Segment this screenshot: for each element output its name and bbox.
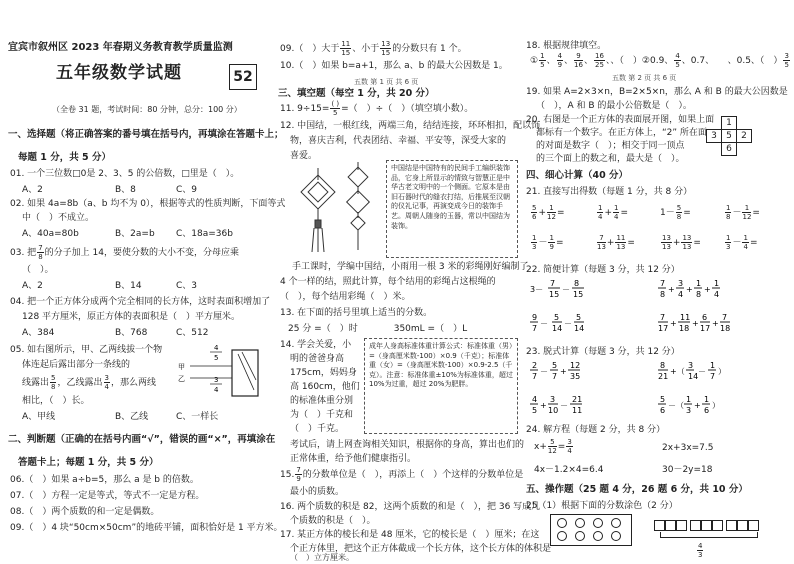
svg-text:14: 14 [552, 324, 563, 333]
section-3-title: 三、填空题（每空 1 分，共 20 分） [278, 88, 435, 99]
svg-text:5: 5 [552, 361, 558, 370]
q25-square[interactable] [701, 520, 712, 531]
question-5-line1: 05. 如右图所示，甲、乙两线拔一个物 [10, 345, 163, 355]
svg-text:+: + [694, 401, 701, 410]
question-21: 21. 直接写出得数（每题 1 分，共 8 分） [526, 187, 693, 197]
cube-face-2: 2 [737, 130, 752, 143]
question-5-line2: 体连起后露出部分一条线的 [22, 360, 131, 370]
question-5-line3: 线露出 $\frac{5}{8}$ ，乙线露出 $\frac{3}{4}$ ，那么两线 [22, 374, 156, 391]
q22-expr-1 [530, 279, 584, 299]
svg-text:7: 7 [532, 372, 538, 381]
question-18: 18. 根据规律填空。 [526, 41, 607, 51]
q25-square[interactable] [748, 520, 759, 531]
q4-option-a: A、384 [22, 328, 55, 338]
question-12-line5: 4 个一样的结，照此计算，每个结用的彩绳占这根绳的 [280, 277, 496, 287]
question-4-line2: 128 平方厘米，原正方体的表面积是（ ）平方厘米。 [22, 312, 241, 322]
q22-expr-2 [658, 279, 720, 299]
section-1-score: 每题 1 分，共 5 分） [18, 152, 111, 163]
cube-face-6: 6 [722, 143, 737, 156]
question-13-items: 25 分 =（ ）时 350mL =（ ）L [288, 324, 468, 334]
svg-text:7: 7 [710, 372, 716, 381]
q2-option-a: A、40a=80b [22, 229, 79, 239]
svg-text:8: 8 [696, 290, 702, 299]
svg-text:－: － [698, 367, 706, 376]
question-9b: 09.（ ）大于 $\frac{11}{15}$ 、小于 $\frac{13}{15}$ 的分数只有 1 个。 [280, 40, 467, 57]
question-19-line1: 19. 如果 A=2×3×n，B=2×5×n，那么 A 和 B 的最大公因数是 [526, 87, 788, 97]
question-14-line2: 明的爸爸身高 [290, 354, 345, 364]
q25-square[interactable] [737, 520, 748, 531]
question-25: 25（1）根据下面的分数涂色（2 分） [526, 501, 678, 511]
q25-circle[interactable] [575, 518, 585, 528]
page-footer-1: 五数 第 1 页 共 6 页 [354, 78, 419, 86]
fig-label-3: 3 [214, 376, 219, 384]
svg-text:7: 7 [660, 313, 666, 322]
q21-item: $\frac{1}{3}$ － $\frac{1}{4}$ = [726, 234, 758, 251]
question-2-line1: 02. 如果 4a=8b（a、b 均不为 0），根据等式的性质判断，下面等式 [10, 199, 286, 209]
fig-label-2: 5 [214, 354, 219, 362]
svg-text:10: 10 [548, 406, 559, 415]
q22-expr-4 [658, 313, 730, 333]
svg-text:17: 17 [658, 324, 669, 333]
svg-text:7: 7 [532, 324, 538, 333]
svg-text:－: － [540, 319, 548, 328]
svg-text:14: 14 [574, 324, 585, 333]
column-left [0, 0, 286, 562]
q24-equation-1: x+ $\frac{5}{12}$ = $\frac{3}{4}$ [534, 438, 572, 455]
q5-option-b: B、乙线 [115, 412, 149, 422]
svg-text:7: 7 [552, 372, 558, 381]
q3-option-c: C、3 [176, 281, 198, 291]
column-right [522, 0, 794, 562]
svg-text:+: + [560, 367, 567, 376]
question-4-line1: 04. 把一个正方体分成两个完全相同的长方体，这时表面积增加了 [10, 297, 271, 307]
question-10: 10.（ ）如果 b=a+1，那么 a、b 的最大公因数是 1。 [280, 61, 508, 71]
exam-info: （全卷 31 题，考试时间：80 分钟，总分：100 分） [52, 105, 242, 114]
q3-option-a: A、2 [22, 281, 43, 291]
question-20-line4: 的三个面上的数之和，最大是（ ）。 [536, 154, 685, 164]
question-7: 07.（ ）方程一定是等式，等式不一定是方程。 [10, 491, 205, 501]
question-15-line2: 最小的质数。 [290, 487, 345, 497]
exam-title: 五年级数学试题 [56, 63, 182, 83]
cube-face-5: 5 [722, 130, 737, 143]
question-14-line5: 的标准体重分别 [290, 396, 354, 406]
question-16-line1: 16. 两个质数的积是 82，这两个质数的和是（ ），把 36 写成几 [280, 502, 541, 512]
svg-text:－: － [540, 367, 548, 376]
svg-text:+: + [712, 319, 719, 328]
q5-rope-figure [176, 344, 266, 404]
question-17-line2: 个正方体里，把这个正方体截成一个长方体，这个长方体的体积是 [290, 544, 552, 554]
q25-circle[interactable] [593, 518, 603, 528]
question-18-sequence: ① $\frac{1}{5}$ 、 $\frac{4}{9}$ 、 $\frac{9}{16}$ 、 $\frac{16}{25}$ 、、（ ）②0.9、 $\frac{4}{5}$ 、0.7、 、0.5、（ ） $\frac{3}{5}$ [530, 52, 789, 69]
question-19-line2: （ ），A 和 B 的最小公倍数是（ ）。 [536, 101, 692, 111]
question-17-line3: （ ）立方厘米。 [290, 553, 354, 562]
svg-text:3: 3 [678, 279, 684, 288]
svg-text:+: + [704, 285, 711, 294]
svg-text:15: 15 [573, 290, 584, 299]
svg-text:6: 6 [660, 406, 666, 415]
chinese-knot-info-box [386, 160, 518, 258]
fig-label-1: 4 [214, 344, 219, 352]
q21-item: $\frac{1}{3}$ － $\frac{1}{9}$ = [532, 234, 564, 251]
svg-text:18: 18 [679, 324, 690, 333]
svg-text:2: 2 [532, 361, 538, 370]
question-14-line7: （ ）千克。 [290, 424, 345, 434]
svg-text:）: ） [712, 401, 720, 410]
question-16-line2: 个质数的积是（ ）。 [290, 516, 376, 526]
q3-option-b: B、14 [115, 281, 142, 291]
svg-text:1: 1 [710, 361, 716, 370]
body-weight-formula-box [364, 338, 518, 434]
q5-option-a: A、甲线 [22, 412, 56, 422]
svg-text:+（: +（ [670, 367, 685, 376]
svg-text:－: － [560, 401, 568, 410]
q2-option-b: B、2a=b [115, 229, 155, 239]
q21-item: $\frac{5}{6}$ + $\frac{1}{12}$ = [532, 204, 565, 221]
q25-square[interactable] [665, 520, 676, 531]
question-12-line3: 喜爱。 [290, 151, 318, 161]
svg-text:1: 1 [714, 279, 720, 288]
q25-square[interactable] [712, 520, 723, 531]
q4-option-c: C、512 [176, 328, 209, 338]
svg-text:3: 3 [550, 395, 556, 404]
svg-text:9: 9 [532, 313, 538, 322]
q1-option-b: B、8 [115, 185, 136, 195]
q5-option-c: C、一样长 [176, 412, 219, 422]
q1-option-c: C、9 [176, 185, 198, 195]
question-15-line1: 15. $\frac{7}{9}$ 的分数单位是（ ），再添上（ ）个这样的分数单位是 [280, 466, 524, 483]
q1-option-a: A、2 [22, 185, 43, 195]
q25-circle[interactable] [557, 518, 567, 528]
question-14-line6: 为（ ）千克和 [290, 410, 354, 420]
svg-text:－: － [562, 285, 570, 294]
q25-fraction: $\frac{4}{3}$ [698, 542, 703, 559]
svg-text:+: + [668, 285, 675, 294]
question-13: 13. 在下面的括号里填上适当的分数。 [280, 308, 433, 318]
svg-text:8: 8 [660, 290, 666, 299]
svg-text:21: 21 [658, 372, 669, 381]
q22-expressions [530, 276, 790, 346]
q25-circle-group [550, 514, 632, 546]
q4-option-b: B、768 [115, 328, 148, 338]
section-5-title: 五、操作题（25 题 4 分，26 题 6 分，共 10 分） [526, 484, 748, 495]
svg-text:15: 15 [549, 290, 560, 299]
body-weight-formula-text: 成年人身高标准体重计算公式：标准体重（男）=（身高厘米数-100）×0.9（千克）；标准体重（女）=（身高厘米数-100）×0.9-2.5（千克）。注意：标准体重±10%为标准体重，超过 10%为过重，超过 20%为肥胖。 [369, 342, 513, 389]
q24-equation-4: 30－2y=18 [662, 465, 713, 475]
svg-text:17: 17 [700, 324, 711, 333]
q22-expr-3 [530, 313, 584, 333]
q25-circle[interactable] [557, 531, 567, 541]
cube-face-3: 3 [707, 130, 722, 143]
q3-fraction: $\frac{7}{8}$ [38, 244, 43, 261]
svg-text:1: 1 [696, 279, 702, 288]
cube-face-1: 1 [722, 117, 737, 130]
question-14-line4: 高 160cm，他们 [290, 382, 360, 392]
svg-text:11: 11 [572, 406, 583, 415]
q24-equation-3: 4x－1.2×4=6.4 [534, 465, 604, 475]
svg-text:5: 5 [532, 406, 538, 415]
svg-text:18: 18 [720, 324, 731, 333]
question-1: 01. 一个三位数□0是 2、3、5 的公倍数，□里是（ ）。 [10, 169, 240, 179]
q21-item: $\frac{7}{13}$ + $\frac{11}{13}$ = [597, 234, 635, 251]
section-2-score: 答题卡上；每题 1 分，共 5 分） [18, 457, 159, 468]
question-24: 24. 解方程（每题 2 分，共 8 分） [526, 425, 666, 435]
svg-text:6: 6 [704, 406, 710, 415]
question-20-line3: 的对面是数字（ ）；相交于同一顶点 [536, 141, 685, 151]
svg-text:3: 3 [686, 406, 692, 415]
question-6: 06.（ ）如果 a÷b=5，那么 a 是 b 的倍数。 [10, 475, 199, 485]
svg-text:14: 14 [688, 372, 699, 381]
q25-circle[interactable] [611, 531, 621, 541]
question-23: 23. 脱式计算（每题 3 分，共 12 分） [526, 347, 680, 357]
q21-item: $\frac{13}{13}$ + $\frac{13}{13}$ = [662, 234, 701, 251]
section-2-title: 二、判断题（正确的在括号内画“√”，错误的画“×”，再填涂在 [8, 434, 276, 445]
question-12-line2: 物，喜庆吉利，代表团结、幸福、平安等，深受大家的 [290, 136, 507, 146]
svg-text:－: － [564, 319, 572, 328]
q25-circle[interactable] [593, 531, 603, 541]
svg-text:4: 4 [532, 395, 538, 404]
question-12-line4: 手工课时，学编中国结，小雨用一根 3 米的彩绳刚好编制了 [292, 262, 529, 272]
q25-square[interactable] [726, 520, 737, 531]
q24-equation-2: 2x+3x=7.5 [662, 443, 714, 453]
question-12-line6: （ ），每个结用彩绳（ ）米。 [280, 292, 411, 302]
svg-text:7: 7 [722, 313, 728, 322]
svg-text:1: 1 [704, 395, 710, 404]
question-14-line8: 考试后，请上网查询相关知识，根据你的身高，算出也们的 [290, 440, 525, 450]
school-title: 宜宾市叙州区 2023 年春期义务教育教学质量监测 [8, 42, 233, 53]
question-20-line1: 20. 右图是一个正方体的表面展开图，如果上面 [526, 115, 715, 125]
question-14-line9: 正常体重，给予他们健康指引。 [290, 454, 417, 464]
question-9: 09.（ ）4 块“50cm×50cm”的地砖平铺，面积恰好是 1 平方米。 [10, 523, 283, 533]
svg-text:5: 5 [576, 313, 582, 322]
svg-text:6: 6 [702, 313, 708, 322]
question-20-line2: 都标有一个数字。在正方体上，“2” 所在面 [536, 128, 707, 138]
question-14-line3: 175cm，妈妈身 [290, 368, 357, 378]
q25-circle[interactable] [575, 531, 585, 541]
fig-label-jia: 甲 [178, 363, 185, 371]
question-2-line2: 中（ ）不成立。 [22, 213, 95, 223]
q25-square[interactable] [676, 520, 687, 531]
svg-text:+: + [692, 319, 699, 328]
exam-code: 52 [229, 64, 257, 90]
page-footer-2: 五数 第 2 页 共 6 页 [612, 74, 677, 82]
svg-text:11: 11 [680, 313, 691, 322]
svg-text:4: 4 [678, 290, 684, 299]
q2-option-c: C、18a=36b [176, 229, 233, 239]
question-11: 11. 9÷15= $\frac{( )}{5}$ =（ ）÷（ ）（填空填小数）。 [280, 100, 474, 117]
svg-text:）: ） [718, 367, 726, 376]
question-3-line2: （ ）。 [22, 265, 54, 275]
question-8: 08.（ ）两个质数的和一定是偶数。 [10, 507, 160, 517]
question-3-line1: 03. 把 $\frac{7}{8}$ 的分子加上 14，要使分数的大小不变，分母应乘 [10, 244, 239, 261]
svg-text:8: 8 [660, 361, 666, 370]
svg-text:－（: －（ [668, 401, 684, 410]
svg-text:+: + [670, 319, 677, 328]
question-17-line1: 17. 某正方体的棱长和是 48 厘米，它的棱长是（ ）厘米；在这 [280, 530, 540, 540]
cube-net [706, 116, 767, 156]
q21-item: $\frac{1}{4}$ + $\frac{1}{4}$ = [598, 204, 629, 221]
svg-text:7: 7 [550, 279, 556, 288]
svg-text:5: 5 [554, 313, 560, 322]
svg-text:5: 5 [660, 395, 666, 404]
q25-circle[interactable] [611, 518, 621, 528]
q25-square[interactable] [690, 520, 701, 531]
fig-label-yi: 乙 [178, 375, 185, 383]
svg-text:+: + [686, 285, 693, 294]
svg-text:8: 8 [574, 279, 580, 288]
svg-text:4: 4 [714, 290, 720, 299]
question-12-line1: 12. 中国结，一根红线，两端三角，结结连接，环环相扣，配以饰 [280, 121, 541, 131]
svg-text:35: 35 [570, 372, 581, 381]
svg-text:3: 3 [688, 361, 694, 370]
svg-text:12: 12 [570, 361, 581, 370]
question-22: 22. 简便计算（每题 3 分，共 12 分） [526, 265, 680, 275]
svg-text:1: 1 [686, 395, 692, 404]
svg-text:7: 7 [660, 279, 666, 288]
q21-item: $\frac{1}{8}$ － $\frac{1}{12}$ = [726, 204, 760, 221]
q21-item: 1－ $\frac{5}{8}$ = [660, 204, 691, 221]
chinese-knot-illustration [282, 160, 382, 252]
fig-label-4: 4 [214, 386, 219, 394]
chinese-knot-info-text: 中国结是中国特有的民间手工编织装饰品，它身上所显示的情致与智慧正是中华古老文明中的一个侧面。它原本是由旧石器时代的缝衣打结，后推展至汉朝的仪礼记事，再演变成今日的装饰手艺。周朝人随身的玉器，常以中国结为装饰。 [391, 164, 510, 230]
svg-text:+: + [540, 401, 547, 410]
q25-square[interactable] [654, 520, 665, 531]
section-4-title: 四、细心计算（40 分） [526, 170, 629, 181]
section-1-title: 一、选择题（将正确答案的番号填在括号内，再填涂在答题卡上； [8, 129, 284, 140]
question-14-line1: 14. 学会关爱，小 [280, 340, 352, 350]
q25-brace [660, 532, 758, 538]
q23-expressions [530, 358, 790, 424]
svg-text:3－: 3－ [530, 285, 544, 294]
svg-text:21: 21 [572, 395, 583, 404]
question-5-line4: 相比，（ ）长。 [22, 396, 90, 406]
